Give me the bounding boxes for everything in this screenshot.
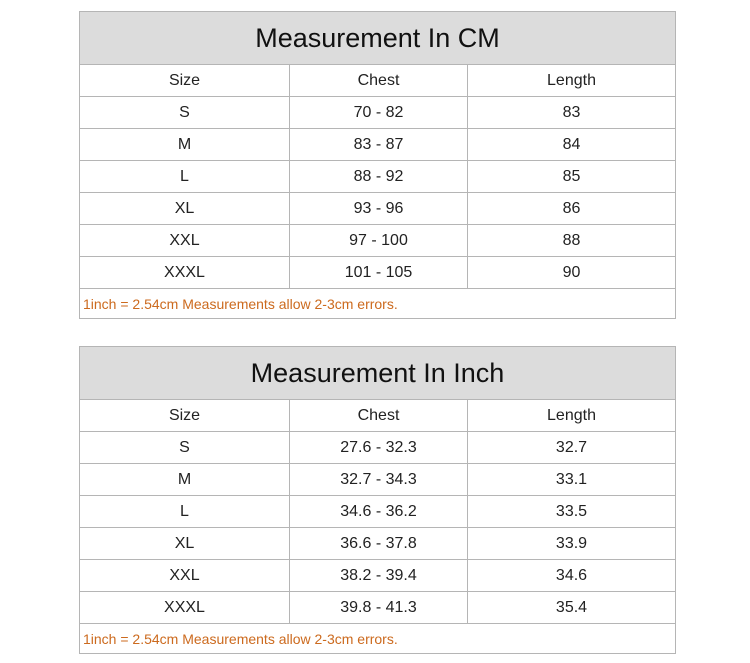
table-body — [80, 97, 675, 289]
table-row — [80, 161, 675, 193]
chest-cell: 39.8 - 41.3 — [290, 592, 468, 623]
table-title: Measurement In Inch — [80, 347, 675, 400]
chest-cell: 34.6 - 36.2 — [290, 496, 468, 527]
chest-cell: 27.6 - 32.3 — [290, 432, 468, 463]
table-body — [80, 432, 675, 624]
table-header-row — [80, 65, 675, 97]
chest-cell: 88 - 92 — [290, 161, 468, 192]
length-cell: 32.7 — [555, 438, 588, 456]
column-header-chest: Chest — [290, 65, 468, 96]
size-cell: S — [80, 97, 290, 128]
size-cell: XL — [80, 193, 290, 224]
size-cell: XXL — [80, 560, 290, 591]
size-cell: XXXL — [80, 592, 290, 623]
length-cell: 86 — [562, 199, 581, 217]
length-cell: 85 — [562, 167, 581, 185]
chest-cell: 101 - 105 — [290, 257, 468, 288]
length-cell: 35.4 — [555, 598, 588, 616]
size-cell: L — [80, 496, 290, 527]
size-table-cm — [79, 11, 676, 319]
size-cell: XL — [80, 528, 290, 559]
chest-cell: 32.7 - 34.3 — [290, 464, 468, 495]
size-cell: M — [80, 464, 290, 495]
chest-cell: 70 - 82 — [290, 97, 468, 128]
size-cell: XXXL — [80, 257, 290, 288]
length-cell: 33.1 — [555, 470, 588, 488]
size-table-inch — [79, 346, 676, 654]
chest-cell: 83 - 87 — [290, 129, 468, 160]
length-cell: 84 — [562, 135, 581, 153]
table-title: Measurement In CM — [80, 12, 675, 65]
table-row — [80, 560, 675, 592]
table-row — [80, 464, 675, 496]
size-cell: M — [80, 129, 290, 160]
table-row — [80, 257, 675, 289]
column-header-length: Length — [547, 71, 596, 89]
length-cell: 90 — [562, 263, 581, 281]
table-row — [80, 97, 675, 129]
length-cell: 83 — [562, 103, 581, 121]
chest-cell: 38.2 - 39.4 — [290, 560, 468, 591]
measurement-note: 1inch = 2.54cm Measurements allow 2-3cm errors. — [83, 630, 398, 647]
table-row — [80, 193, 675, 225]
column-header-length: Length — [547, 406, 596, 424]
table-header-row — [80, 400, 675, 432]
table-row — [80, 432, 675, 464]
table-row — [80, 592, 675, 624]
size-cell: S — [80, 432, 290, 463]
table-row — [80, 129, 675, 161]
length-cell: 33.5 — [555, 502, 588, 520]
size-cell: XXL — [80, 225, 290, 256]
size-cell: L — [80, 161, 290, 192]
chest-cell: 97 - 100 — [290, 225, 468, 256]
table-row — [80, 496, 675, 528]
measurement-note: 1inch = 2.54cm Measurements allow 2-3cm errors. — [83, 295, 398, 312]
column-header-size: Size — [80, 65, 290, 96]
length-cell: 88 — [562, 231, 581, 249]
chest-cell: 93 - 96 — [290, 193, 468, 224]
length-cell: 34.6 — [555, 566, 588, 584]
chest-cell: 36.6 - 37.8 — [290, 528, 468, 559]
column-header-chest: Chest — [290, 400, 468, 431]
table-row — [80, 225, 675, 257]
length-cell: 33.9 — [555, 534, 588, 552]
table-row — [80, 528, 675, 560]
column-header-size: Size — [80, 400, 290, 431]
